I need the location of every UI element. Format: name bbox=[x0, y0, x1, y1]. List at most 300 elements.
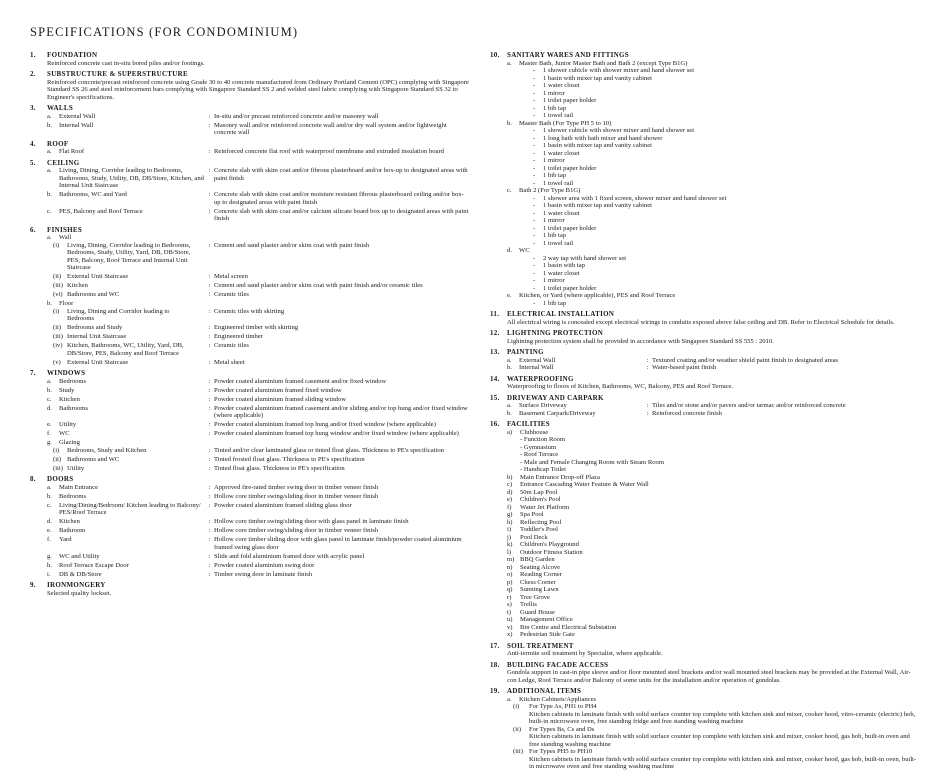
dash-marker: - bbox=[533, 149, 536, 157]
item-marker: (iii) bbox=[53, 282, 63, 289]
colon-separator: : bbox=[208, 518, 211, 525]
section-body bbox=[490, 402, 920, 417]
item-marker: a) bbox=[507, 428, 513, 436]
facility-item bbox=[507, 489, 920, 497]
spec-text: Powder coated aluminium swing door bbox=[214, 561, 315, 569]
item-marker: j) bbox=[507, 533, 512, 541]
left-column bbox=[30, 52, 470, 601]
fitting-item bbox=[507, 150, 920, 158]
spec-item bbox=[47, 465, 470, 473]
colon-separator: : bbox=[208, 282, 211, 289]
spec-text: Tinted and/or clear laminated glass or tinted float glass. Thickness to PE's specification bbox=[214, 446, 444, 454]
item-marker: (ii) bbox=[53, 273, 62, 280]
item-label: PES, Balcony and Roof Terrace bbox=[59, 207, 143, 215]
spec-label bbox=[47, 502, 205, 517]
item-marker: m) bbox=[507, 556, 515, 563]
spec-label bbox=[47, 536, 205, 551]
dash-marker: - bbox=[533, 239, 536, 247]
colon-separator: : bbox=[208, 492, 211, 500]
colon-separator: : bbox=[208, 404, 211, 412]
section-number: 1. bbox=[30, 51, 36, 59]
spec-section bbox=[490, 52, 920, 307]
dash-marker: - bbox=[533, 112, 536, 119]
spec-text: Hollow core timber sliding door with glass panel in laminate finish/powder coated aluminium framed swing glass door bbox=[214, 536, 462, 551]
sub-group-heading bbox=[47, 234, 470, 242]
item-label: Living, Dining, Corridor leading to Bedrooms, Bathrooms, Study, Utility, DB, DB/Store, Kitchen, and Internal Unit Staircase bbox=[59, 167, 204, 189]
item-label: Internal Wall bbox=[59, 121, 94, 129]
section-heading bbox=[30, 370, 470, 378]
spec-section bbox=[490, 688, 920, 771]
facility-item bbox=[507, 616, 920, 624]
sub-group-heading bbox=[507, 696, 920, 704]
fitting-item bbox=[507, 277, 920, 285]
colon-separator: : bbox=[646, 409, 649, 417]
item-label: Bathroom bbox=[59, 527, 86, 534]
spec-label bbox=[47, 113, 205, 121]
fitting-text: 1 shower area with 1 fixed screen, shower mixer and hand shower set bbox=[543, 194, 727, 202]
spec-item bbox=[47, 378, 470, 386]
spec-label bbox=[47, 484, 205, 492]
facility-name: Sunning Lawn bbox=[520, 586, 559, 593]
item-marker: e. bbox=[47, 421, 52, 428]
section-title: WATERPROOFING bbox=[507, 374, 574, 383]
spec-text: Powder coated aluminium framed casement and/or fixed window bbox=[214, 377, 387, 385]
fitting-text: 1 basin with mixer tap and vanity cabinet bbox=[543, 74, 652, 82]
section-title: FINISHES bbox=[47, 225, 83, 234]
spec-item bbox=[47, 553, 470, 561]
spec-item bbox=[47, 421, 470, 429]
dash-marker: - bbox=[533, 194, 536, 202]
item-marker: e) bbox=[507, 496, 513, 503]
additional-item-text: Kitchen cabinets in laminate finish with solid surface counter top complete with kitchen sink and mixer, cooker hood, vitro-ceramic (electric) hob, built-in microwave oven, free standing fridge and free standing washing machine bbox=[529, 710, 916, 725]
facility-name: Reading Corner bbox=[520, 571, 562, 578]
sub-group-heading bbox=[47, 439, 470, 447]
spec-item bbox=[47, 273, 470, 281]
item-marker: t) bbox=[507, 608, 512, 616]
section-heading bbox=[30, 141, 470, 149]
spec-label bbox=[507, 364, 643, 372]
item-marker: (ii) bbox=[513, 725, 522, 733]
spec-label bbox=[47, 359, 205, 367]
spec-text: Tinted frosted float glass. Thickness to PE's specification bbox=[214, 455, 365, 463]
sub-group-name: Bath 2 (For Type B1G) bbox=[519, 187, 581, 194]
spec-text: Powder coated aluminium framed sliding glass door bbox=[214, 501, 352, 509]
spec-section bbox=[30, 71, 470, 101]
facility-name: Chess Corner bbox=[520, 578, 556, 586]
item-label: Yard bbox=[59, 536, 72, 543]
item-marker: o) bbox=[507, 571, 513, 578]
fitting-item bbox=[507, 300, 920, 308]
section-description: Selected quality lockset. bbox=[47, 589, 112, 597]
item-marker: v) bbox=[507, 623, 513, 631]
fitting-text: 1 water closet bbox=[543, 82, 580, 89]
colon-separator: : bbox=[208, 455, 211, 463]
item-marker: (v) bbox=[53, 358, 61, 366]
section-body bbox=[30, 484, 470, 579]
section-body bbox=[30, 378, 470, 473]
spec-section bbox=[490, 395, 920, 418]
spec-item bbox=[47, 282, 470, 290]
spec-item bbox=[507, 410, 920, 418]
colon-separator: : bbox=[208, 358, 211, 366]
additional-item-text: Kitchen cabinets in laminate finish with solid surface counter top complete with kitchen sink and mixer, cooker hood, gas hob, built-in oven and free standing washing machine bbox=[529, 733, 910, 748]
item-marker: s) bbox=[507, 601, 512, 608]
fitting-item bbox=[507, 105, 920, 113]
fitting-item bbox=[507, 232, 920, 240]
fitting-item bbox=[507, 127, 920, 135]
facility-name: Children's Pool bbox=[520, 496, 561, 503]
facility-item bbox=[507, 579, 920, 587]
item-marker: p) bbox=[507, 578, 513, 586]
section-title: PAINTING bbox=[507, 348, 544, 356]
section-heading bbox=[490, 643, 920, 651]
spec-text: Cement and sand plaster and/or skim coat with paint finish bbox=[214, 241, 370, 249]
facility-name: 50m Lap Pool bbox=[520, 488, 558, 496]
colon-separator: : bbox=[208, 148, 211, 155]
section-title: WALLS bbox=[47, 104, 74, 112]
spec-item bbox=[47, 333, 470, 341]
section-number: 11. bbox=[490, 310, 500, 318]
spec-label bbox=[47, 447, 205, 455]
section-number: 13. bbox=[490, 348, 500, 356]
item-marker: r) bbox=[507, 593, 512, 601]
spec-text: Powder coated aluminium framed top hung and/or fixed window (where applicable) bbox=[214, 421, 436, 428]
section-heading bbox=[30, 105, 470, 113]
fitting-text: 1 towel rail bbox=[543, 239, 574, 247]
section-description: Reinforced concrete/precast reinforced concrete using Grade 30 to 40 concrete manufactured from Ordinary Portland Cement (OPC) complying with Singapore Standard SS 26 and steel reinforcement bars complying with Singapore Standard SS 2 and welded steel fabric complying with Singapore Standard SS 32 to Engineer's specifications. bbox=[47, 78, 469, 101]
item-marker: g. bbox=[47, 552, 52, 560]
fitting-item bbox=[507, 112, 920, 120]
dash-marker: - bbox=[533, 172, 536, 179]
colon-separator: : bbox=[208, 241, 211, 249]
fitting-text: 1 shower cubicle with shower mixer and hand shower set bbox=[543, 127, 695, 134]
item-marker: g. bbox=[47, 439, 52, 446]
spec-text: Tinted float glass. Thickness to PE's specification bbox=[214, 464, 345, 472]
section-title: ELECTRICAL INSTALLATION bbox=[507, 310, 615, 318]
spec-item bbox=[47, 396, 470, 404]
item-marker: a. bbox=[507, 356, 512, 364]
item-label: External Unit Staircase bbox=[67, 358, 129, 366]
facility-name: Reflecting Pool bbox=[520, 518, 562, 526]
section-title: BUILDING FACADE ACCESS bbox=[507, 660, 609, 669]
fitting-item bbox=[507, 67, 920, 75]
spec-item bbox=[47, 242, 470, 272]
spec-text: Ceramic tiles bbox=[214, 342, 249, 349]
dash-marker: - bbox=[533, 209, 536, 217]
item-marker: e. bbox=[507, 292, 512, 299]
section-number: 17. bbox=[490, 641, 500, 650]
item-marker: (iii) bbox=[53, 333, 63, 340]
item-label: Living, Dining and Corridor leading to Bedrooms bbox=[67, 307, 170, 322]
facility-item bbox=[507, 526, 920, 534]
spec-text: Metal sheet bbox=[214, 358, 245, 366]
sub-group-heading bbox=[507, 247, 920, 255]
section-title: SOIL TREATMENT bbox=[507, 641, 574, 650]
spec-item bbox=[47, 359, 470, 367]
fitting-text: 1 bib tap bbox=[543, 299, 567, 307]
spec-text: Water-based paint finish bbox=[652, 364, 717, 371]
section-heading bbox=[30, 71, 470, 79]
spec-item bbox=[47, 456, 470, 464]
fitting-text: 1 toilet paper holder bbox=[543, 284, 597, 292]
dash-marker: - bbox=[533, 254, 536, 262]
item-marker: u) bbox=[507, 616, 513, 623]
item-label: Kitchen bbox=[67, 282, 88, 289]
fitting-item bbox=[507, 262, 920, 270]
spec-label bbox=[47, 387, 205, 395]
fitting-item bbox=[507, 180, 920, 188]
colon-separator: : bbox=[208, 207, 211, 215]
section-body bbox=[30, 148, 470, 156]
item-marker: b. bbox=[47, 386, 52, 394]
facility-item bbox=[507, 534, 920, 542]
item-label: Basement Carpark/Driveway bbox=[519, 409, 596, 417]
sub-group-name: Kitchen, or Yard (where applicable), PES and Roof Terrace bbox=[519, 292, 676, 299]
facility-sub-item: - Function Room bbox=[520, 436, 566, 443]
colon-separator: : bbox=[208, 464, 211, 472]
spec-item bbox=[507, 402, 920, 410]
facility-item bbox=[507, 481, 920, 489]
fitting-text: 2 way tap with hand shower set bbox=[543, 254, 627, 262]
fitting-item bbox=[507, 165, 920, 173]
fitting-item bbox=[507, 285, 920, 293]
spec-item bbox=[47, 562, 470, 570]
item-marker: b. bbox=[47, 191, 52, 198]
sub-group-heading bbox=[507, 292, 920, 300]
item-label: Kitchen, Bathrooms, WC, Utility, Yard, DB, DB/Store, PES, Balcony and Roof Terrace bbox=[67, 342, 184, 357]
sub-group-heading bbox=[507, 60, 920, 68]
fitting-text: 1 towel rail bbox=[543, 179, 574, 187]
facility-name: BBQ Garden bbox=[520, 556, 555, 563]
colon-separator: : bbox=[208, 395, 211, 403]
facility-item bbox=[507, 504, 920, 512]
dash-marker: - bbox=[533, 134, 536, 142]
facility-name: Entrance Cascading Water Feature & Water Wall bbox=[520, 481, 649, 488]
item-marker: (iii) bbox=[513, 748, 523, 755]
sub-group-name: Master Bath, Junior Master Bath and Bath 2 (except Type B1G) bbox=[519, 59, 688, 67]
item-marker: a. bbox=[47, 167, 52, 174]
item-marker: (i) bbox=[53, 307, 60, 315]
facility-item bbox=[507, 571, 920, 579]
spec-label bbox=[507, 410, 643, 418]
item-label: DB & DB/Store bbox=[59, 570, 102, 578]
colon-separator: : bbox=[208, 561, 211, 569]
item-label: Bedrooms bbox=[59, 492, 87, 500]
facility-name: Toddler's Pool bbox=[520, 526, 558, 533]
section-body bbox=[30, 234, 470, 366]
item-label: Bedrooms and Study bbox=[67, 324, 123, 331]
item-marker: i) bbox=[507, 526, 512, 533]
item-label: Flat Roof bbox=[59, 148, 85, 155]
dash-marker: - bbox=[533, 164, 536, 172]
colon-separator: : bbox=[208, 324, 211, 331]
fitting-text: 1 long bath with bath mixer and hand shower bbox=[543, 134, 663, 142]
colon-separator: : bbox=[208, 167, 211, 174]
item-marker: (i) bbox=[513, 703, 520, 710]
facility-name: Guard House bbox=[520, 608, 555, 616]
section-heading bbox=[490, 376, 920, 384]
spec-label bbox=[47, 273, 205, 281]
spec-label bbox=[47, 553, 205, 561]
section-description: Anti-termite soil treatment by Specialist, where applicable. bbox=[507, 650, 663, 657]
fitting-item bbox=[507, 157, 920, 165]
spec-label bbox=[47, 122, 205, 137]
fitting-text: 1 water closet bbox=[543, 269, 580, 277]
section-heading bbox=[30, 227, 470, 235]
spec-label bbox=[47, 456, 205, 464]
sub-group-name: Master Bath (For Type PH 5 to 10) bbox=[519, 119, 612, 127]
spec-label bbox=[47, 378, 205, 386]
spec-label bbox=[47, 562, 205, 570]
colon-separator: : bbox=[646, 356, 649, 364]
item-marker: i. bbox=[47, 570, 51, 578]
fitting-text: 1 bib tap bbox=[543, 232, 567, 239]
spec-text: Textured coating and/or weather shield paint finish to designated areas bbox=[652, 356, 839, 364]
section-body bbox=[490, 429, 920, 639]
additional-item-text: Kitchen cabinets in laminate finish with solid surface counter top complete with kitchen sink and mixer, cooker hood, gas hob, built-in oven, built-in microwave oven and free standing washing machine bbox=[529, 755, 917, 770]
section-heading bbox=[490, 330, 920, 338]
section-body bbox=[30, 113, 470, 137]
facility-item bbox=[507, 601, 920, 609]
facility-sub-item: - Handicap Toilet bbox=[520, 466, 566, 473]
spec-label bbox=[47, 493, 205, 501]
spec-section bbox=[490, 376, 920, 391]
facility-name: Pool Deck bbox=[520, 533, 548, 541]
item-marker: d. bbox=[47, 404, 52, 412]
spec-text: Powder coated aluminium framed casement and/or sliding and/or top hung and/or fixed window (where applicable) bbox=[214, 404, 468, 419]
item-label: Living/Dining/Bedroom/ Kitchen leading to Balcony/ PES/Roof Terrace bbox=[59, 501, 201, 516]
spec-text: Engineered timber bbox=[214, 333, 263, 340]
item-marker: c) bbox=[507, 481, 513, 488]
spec-section bbox=[490, 349, 920, 372]
fitting-item bbox=[507, 240, 920, 248]
item-marker: a. bbox=[507, 59, 512, 67]
colon-separator: : bbox=[208, 333, 211, 340]
spec-section bbox=[30, 52, 470, 67]
spec-label bbox=[47, 518, 205, 526]
spec-item bbox=[47, 571, 470, 579]
spec-item bbox=[47, 148, 470, 156]
item-label: Roof Terrace Escape Door bbox=[59, 561, 129, 569]
fitting-item bbox=[507, 217, 920, 225]
fitting-text: 1 toilet paper holder bbox=[543, 164, 597, 172]
section-number: 6. bbox=[30, 225, 36, 234]
fitting-text: 1 shower cubicle with shower mixer and hand shower set bbox=[543, 67, 695, 74]
spec-label bbox=[47, 405, 205, 420]
facility-item bbox=[507, 594, 920, 602]
dash-marker: - bbox=[533, 262, 536, 269]
spec-text: Hollow core timber swing/sliding door with glass panel in laminate finish bbox=[214, 518, 409, 525]
spec-label bbox=[47, 191, 205, 206]
section-number: 15. bbox=[490, 393, 500, 402]
dash-marker: - bbox=[533, 299, 536, 307]
colon-separator: : bbox=[208, 552, 211, 560]
facility-name: Children's Playground bbox=[520, 541, 579, 548]
fitting-text: 1 water closet bbox=[543, 149, 580, 157]
item-marker: c. bbox=[47, 395, 52, 403]
colon-separator: : bbox=[208, 483, 211, 491]
spec-section bbox=[30, 141, 470, 156]
spec-text: Ceramic tiles bbox=[214, 291, 249, 298]
item-marker: (i) bbox=[53, 241, 60, 249]
facility-name: Pedestrian Side Gate bbox=[520, 631, 575, 638]
item-marker: (i) bbox=[53, 446, 60, 454]
facility-name: Spa Pool bbox=[520, 511, 544, 518]
colon-separator: : bbox=[208, 291, 211, 298]
item-marker: (iii) bbox=[53, 464, 63, 472]
section-heading bbox=[30, 52, 470, 60]
facility-name: Bin Centre and Electrical Substation bbox=[520, 623, 617, 631]
spec-text: Engineered timber with skirting bbox=[214, 324, 299, 331]
spec-text: Reinforced concrete finish bbox=[652, 409, 722, 417]
facility-item bbox=[507, 541, 920, 549]
fitting-text: 1 water closet bbox=[543, 209, 580, 217]
item-marker: b) bbox=[507, 473, 513, 481]
dash-marker: - bbox=[533, 97, 536, 104]
spec-label bbox=[507, 402, 643, 410]
spec-text: Timber swing door in laminate finish bbox=[214, 570, 313, 578]
item-marker: a. bbox=[507, 402, 512, 409]
item-marker: f. bbox=[47, 536, 51, 543]
dash-marker: - bbox=[533, 104, 536, 112]
section-number: 10. bbox=[490, 51, 500, 59]
facility-item bbox=[507, 556, 920, 564]
sub-group-name: WC bbox=[519, 247, 530, 254]
spec-item bbox=[47, 527, 470, 535]
spec-section bbox=[30, 105, 470, 137]
section-number: 14. bbox=[490, 374, 500, 383]
section-title: FACILITIES bbox=[507, 420, 550, 428]
spec-item bbox=[47, 387, 470, 395]
section-title: IRONMONGERY bbox=[47, 581, 106, 589]
spec-label bbox=[47, 167, 205, 190]
spec-item bbox=[47, 208, 470, 223]
item-marker: b. bbox=[507, 409, 512, 417]
spec-text: Hollow core timber swing/sliding door in timber veneer finish bbox=[214, 527, 379, 534]
section-description: All electrical wiring is concealed except electrical wirings in conduits exposed above false ceiling and DB. Refer to Electrical Schedule for details. bbox=[507, 318, 895, 326]
item-marker: d. bbox=[507, 247, 512, 254]
spec-label bbox=[47, 527, 205, 535]
item-label: WC and Utility bbox=[59, 552, 100, 560]
section-number: 8. bbox=[30, 475, 36, 483]
item-label: Utility bbox=[59, 421, 77, 428]
dash-marker: - bbox=[533, 277, 536, 284]
dash-marker: - bbox=[533, 269, 536, 277]
fitting-text: 1 basin with tap bbox=[543, 262, 585, 269]
section-title: ADDITIONAL ITEMS bbox=[507, 687, 582, 695]
spec-item bbox=[507, 357, 920, 365]
colon-separator: : bbox=[208, 342, 211, 349]
facility-name: Water Jet Platform bbox=[520, 503, 570, 511]
item-marker: h) bbox=[507, 518, 513, 526]
spec-section bbox=[490, 643, 920, 658]
page-title: SPECIFICATIONS (FOR CONDOMINIUM) bbox=[30, 25, 299, 39]
facility-item bbox=[507, 624, 920, 632]
dash-marker: - bbox=[533, 157, 536, 164]
spec-item bbox=[47, 484, 470, 492]
fitting-text: 1 mirror bbox=[543, 217, 565, 224]
section-heading bbox=[490, 421, 920, 429]
item-label: Internal Unit Staircase bbox=[67, 333, 127, 340]
facility-name: Clubhouse bbox=[520, 428, 549, 436]
dash-marker: - bbox=[533, 142, 536, 149]
spec-section bbox=[490, 662, 920, 685]
spec-label bbox=[47, 282, 205, 290]
facility-item bbox=[507, 474, 920, 482]
sub-group-name: Glazing bbox=[59, 439, 80, 446]
fitting-item bbox=[507, 97, 920, 105]
item-marker: a. bbox=[47, 377, 52, 385]
